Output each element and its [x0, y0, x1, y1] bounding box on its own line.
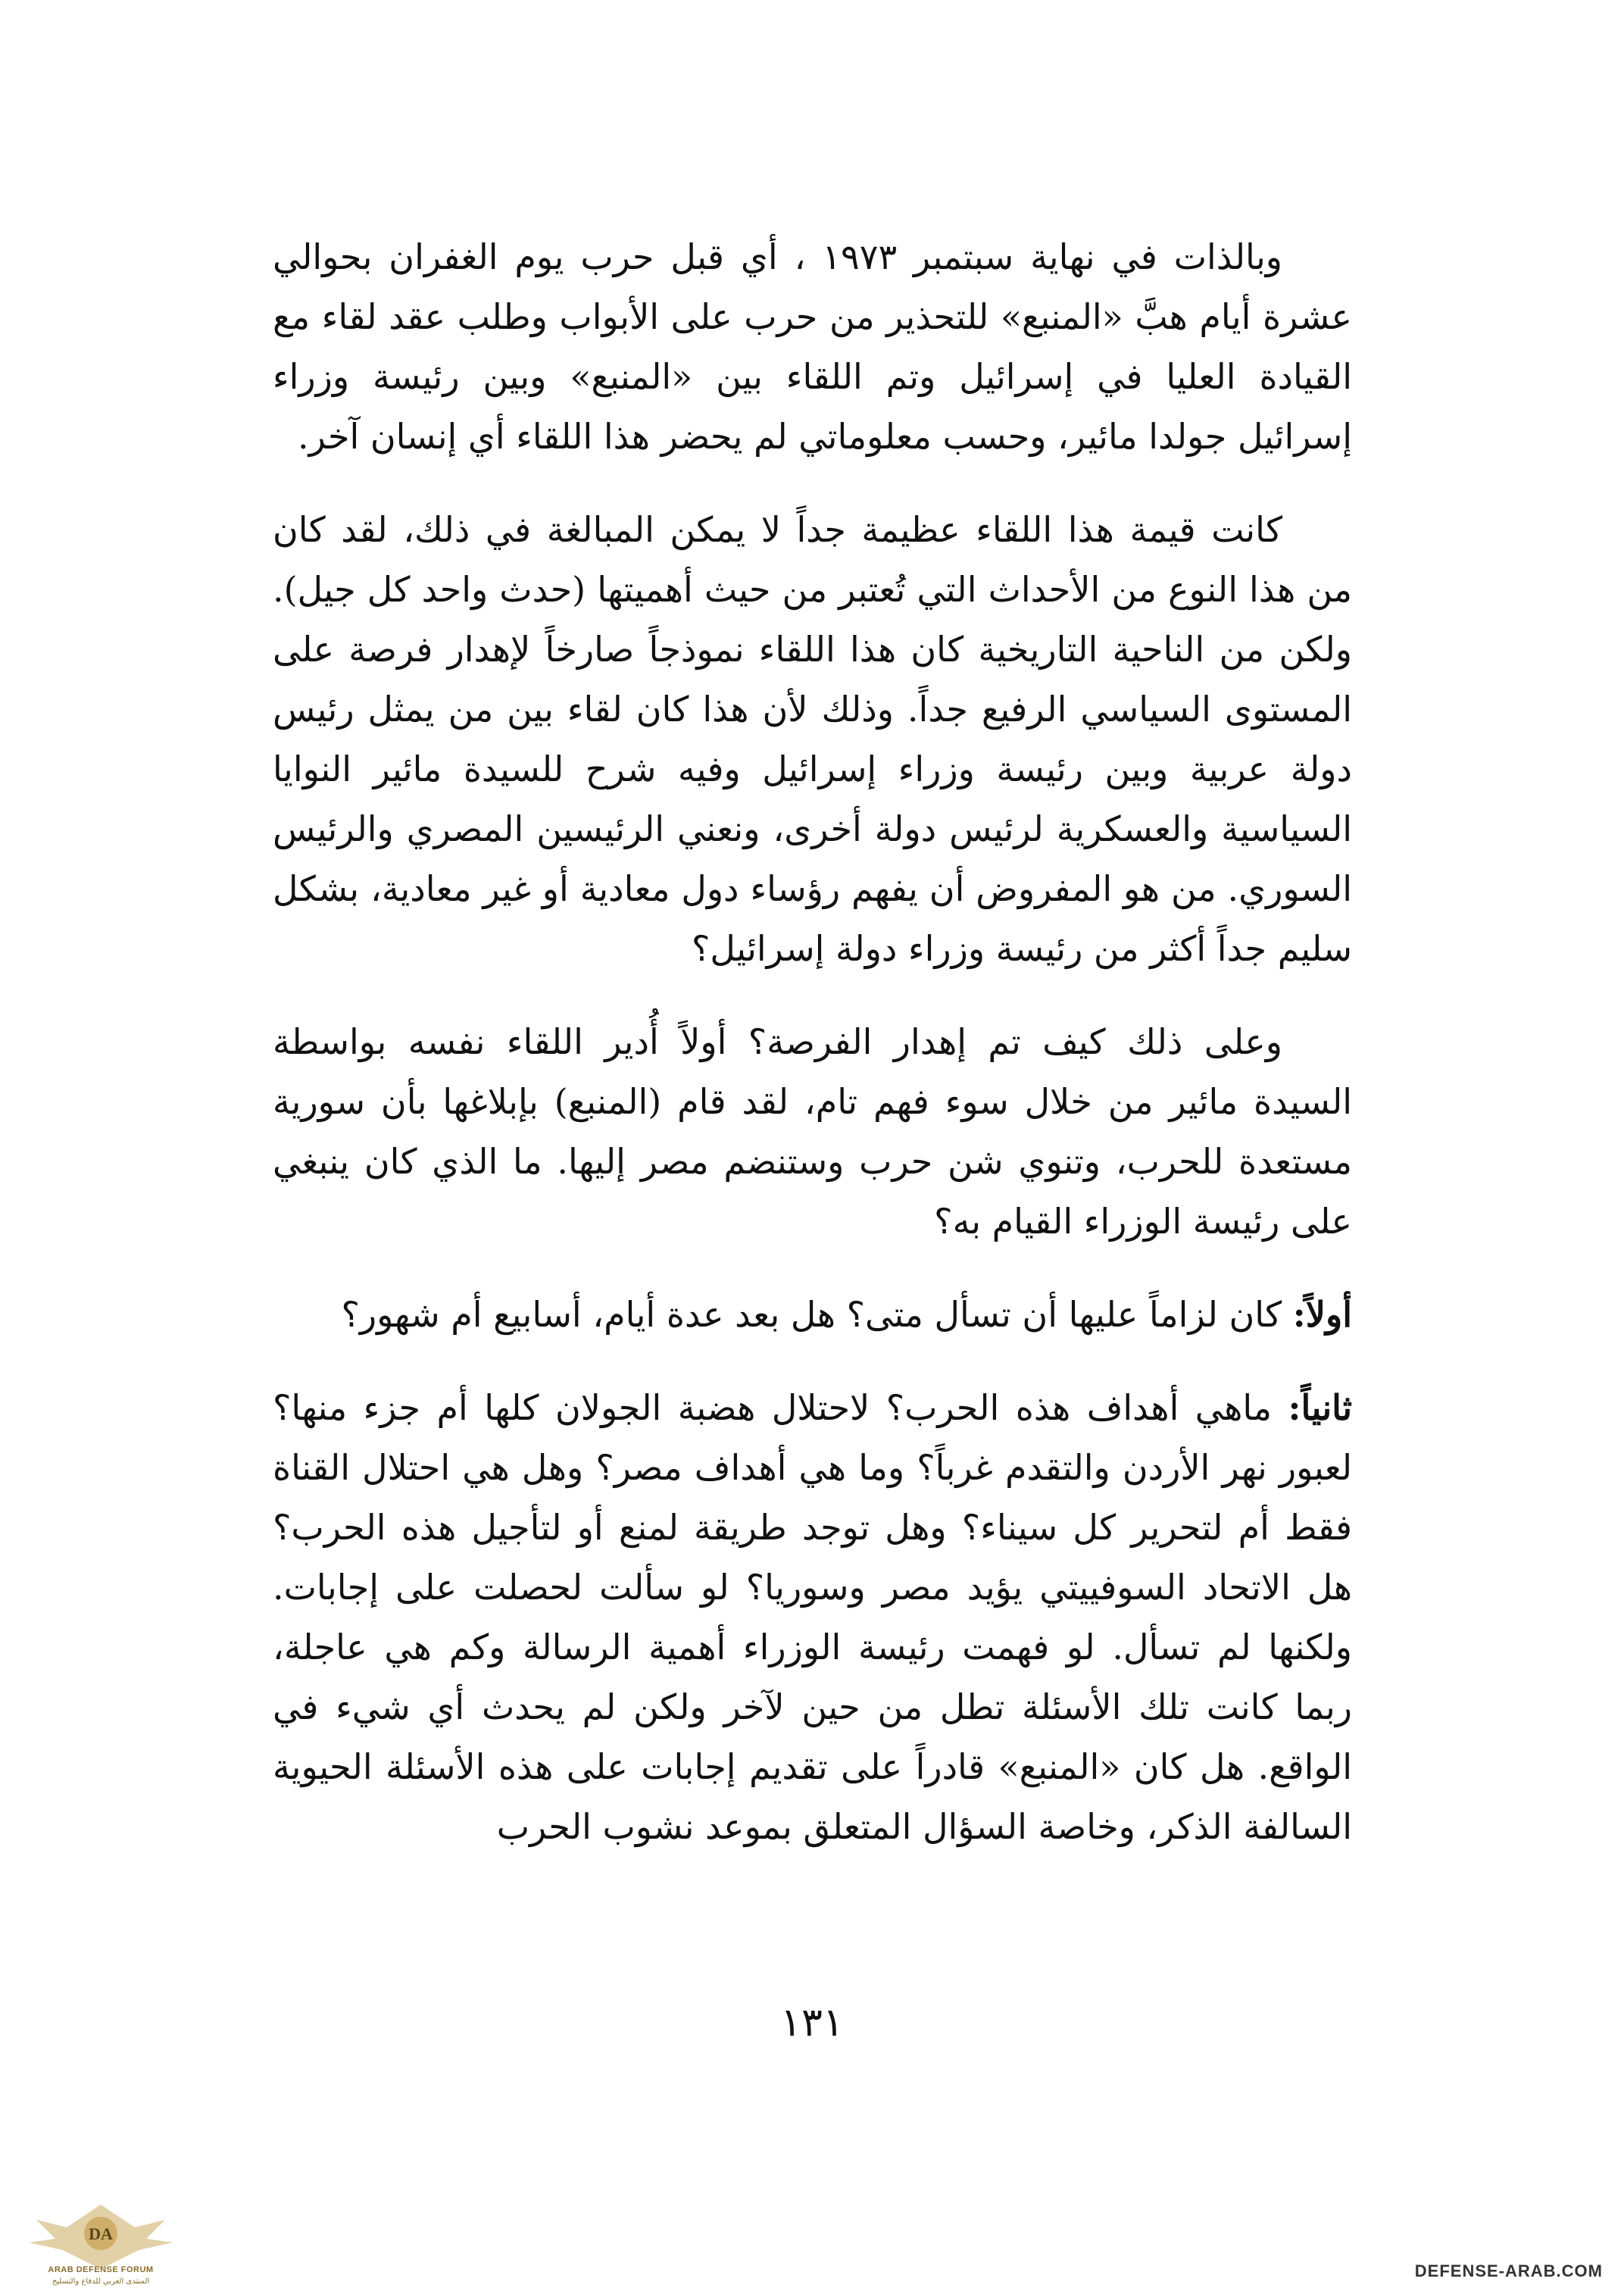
paragraph-4-text: كان لزاماً عليها أن تسأل متى؟ هل بعد عدة أيام، أسابيع أم شهور؟: [341, 1294, 1293, 1335]
paragraph-5: [273, 1378, 1352, 1857]
paragraph-4: [273, 1285, 1352, 1345]
page-number: ١٣١: [780, 2000, 844, 2046]
paragraph-2: كانت قيمة هذا اللقاء عظيمة جداً لا يمكن المبالغة في ذلك، لقد كان من هذا النوع من الأحداث التي تُعتبر من حيث أهميتها (حدث واحد كل جيل). ولكن من الناحية التاريخية كان هذا اللقاء نموذجاً صارخاً لإهدار فرصة على المستوى السياسي الرفيع جداً. وذلك لأن هذا كان لقاء بين من يمثل رئيس دولة عربية وبين رئيسة وزراء إسرائيل وفيه شرح للسيدة مائير النوايا السياسية والعسكرية لرئيس دولة أخرى، ونعني الرئيسين المصري والرئيس السوري. من هو المفروض أن يفهم رؤساء دول معادية أو غير معادية، بشكل سليم جداً أكثر من رئيسة وزراء دولة إسرائيل؟: [273, 509, 1352, 969]
logo-letters: DA: [89, 2224, 113, 2243]
page-body: [273, 227, 1352, 1890]
watermark-title: ARAB DEFENSE FORUM: [48, 2265, 154, 2274]
watermark-subtitle: المنتدى العربي للدفاع والتسليح: [52, 2277, 150, 2286]
paragraph-4-lead: أولاً:: [1292, 1294, 1352, 1335]
forum-logo-icon: [21, 2197, 180, 2288]
paragraph-3: وعلى ذلك كيف تم إهدار الفرصة؟ أولاً أُدير اللقاء نفسه بواسطة السيدة مائير من خلال سوء فهم تام، لقد قام (المنبع) بإبلاغها بأن سورية مستعدة للحرب، وتنوي شن حرب وستنضم مصر إليها. ما الذي كان ينبغي على رئيسة الوزراء القيام به؟: [273, 1021, 1352, 1242]
paragraph-1: وبالذات في نهاية سبتمبر ١٩٧٣ ، أي قبل حرب يوم الغفران بحوالي عشرة أيام هبَّ «المنبع» للتحذير من حرب على الأبواب وطلب عقد لقاء مع القيادة العليا في إسرائيل وتم اللقاء بين «المنبع» وبين رئيسة وزراء إسرائيل جولدا مائير، وحسب معلوماتي لم يحضر هذا اللقاء أي إنسان آخر.: [273, 236, 1352, 457]
paragraph-5-lead: ثانياً:: [1288, 1387, 1352, 1428]
site-name: DEFENSE-ARAB.COM: [1414, 2261, 1603, 2280]
paragraph-5-text: ماهي أهداف هذه الحرب؟ لاحتلال هضبة الجولان كلها أم جزء منها؟ لعبور نهر الأردن والتقدم غرباً؟ وما هي أهداف مصر؟ وهل هي احتلال القناة فقط أم لتحرير كل سيناء؟ وهل توجد طريقة لمنع أو لتأجيل هذه الحرب؟ هل الاتحاد السوفييتي يؤيد مصر وسوريا؟ لو سألت لحصلت على إجابات. ولكنها لم تسأل. لو فهمت رئيسة الوزراء أهمية الرسالة وكم هي عاجلة، ربما كانت تلك الأسئلة تطل من حين لآخر ولكن لم يحدث أي شيء في الواقع. هل كان «المنبع» قادراً على تقديم إجابات على هذه الأسئلة الحيوية السالفة الذكر، وخاصة السؤال المتعلق بموعد نشوب الحرب: [273, 1387, 1352, 1847]
